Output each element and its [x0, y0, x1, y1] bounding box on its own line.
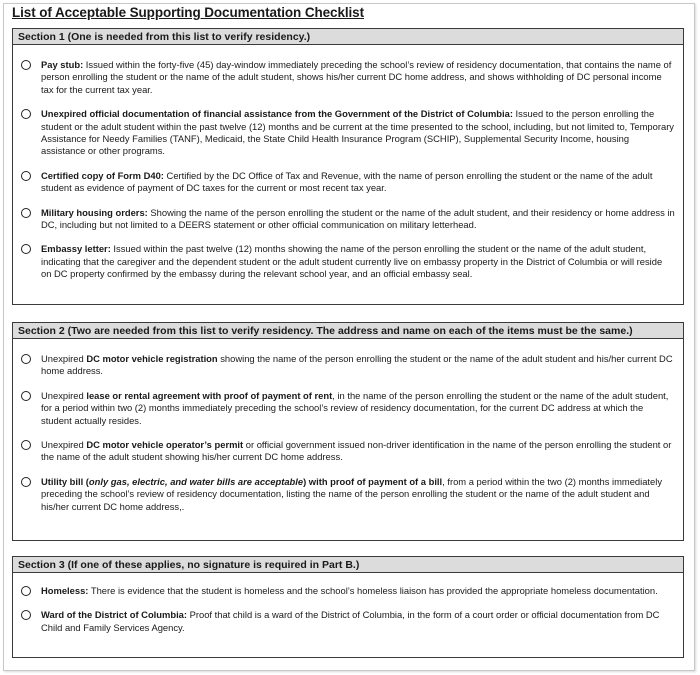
radio-button-utility-bill[interactable] [21, 477, 31, 487]
page-title: List of Acceptable Supporting Documentation Checklist [12, 5, 364, 20]
radio-button-homeless[interactable] [21, 586, 31, 596]
radio-button-ward[interactable] [21, 610, 31, 620]
section-3 [12, 556, 684, 658]
radio-button-pay-stub[interactable] [21, 60, 31, 70]
section-2 [12, 322, 684, 541]
list-item: Unexpired official documentation of financial assistance from the Government of the District of Columbia: Issued to the person enrolling the student or the adult student within the past twelve (12) months and be current at the time presented to the school, including, but not limited to, Temporary Assistance for Needy Families (TANF), Medicaid, the State Child Health Insurance Program (SCHIP), Supplemental Security Income, housing assistance or other programs. [13, 108, 683, 158]
list-item: Embassy letter: Issued within the past twelve (12) months showing the name of the person enrolling the student or the name of the adult student, indicating that the caregiver and the dependent student or the adult student currently live on embassy property in the District of Columbia or will reside on DC property confirmed by the embassy during the relevant school year, and an official embassy seal. [13, 243, 683, 280]
list-item: Ward of the District of Columbia: Proof that child is a ward of the District of Columbia, in the form of a court order or official documentation from DC Child and Family Services Agency. [13, 609, 683, 634]
radio-button-military-housing[interactable] [21, 208, 31, 218]
radio-button-lease-agreement[interactable] [21, 391, 31, 401]
list-item: Unexpired DC motor vehicle registration showing the name of the person enrolling the student or the name of the adult student and his/her current DC home address. [13, 353, 683, 378]
radio-button-financial-assistance[interactable] [21, 109, 31, 119]
section-3-heading: Section 3 (If one of these applies, no signature is required in Part B.) [13, 557, 683, 573]
section-1-heading: Section 1 (One is needed from this list to verify residency.) [13, 29, 683, 45]
list-item: Unexpired lease or rental agreement with proof of payment of rent, in the name of the person enrolling the student or the name of the adult student, for a period within two (2) months immediately preceding the school’s review of residency documentation, for the current DC address at which the student actually resides. [13, 390, 683, 427]
radio-button-embassy-letter[interactable] [21, 244, 31, 254]
radio-button-vehicle-registration[interactable] [21, 354, 31, 364]
radio-button-operator-permit[interactable] [21, 440, 31, 450]
list-item: Military housing orders: Showing the name of the person enrolling the student or the name of the adult student, and their residency or home address in DC, including but not limited to a DEERS statement or other official communication on military letterhead. [13, 207, 683, 232]
list-item: Utility bill (only gas, electric, and water bills are acceptable) with proof of payment of a bill, from a period within the two (2) months immediately preceding the school’s review of residency documentation, listing the name of the person enrolling the student or the name of the adult student and his/her current DC home address,. [13, 476, 683, 513]
list-item: Unexpired DC motor vehicle operator’s permit or official government issued non-driver identification in the name of the person enrolling the student or the name of the adult student showing his/her current DC home address. [13, 439, 683, 464]
list-item: Homeless: There is evidence that the student is homeless and the school’s homeless liaison has provided the appropriate homeless documentation. [13, 585, 683, 597]
list-item: Pay stub: Issued within the forty-five (45) day-window immediately preceding the school’s review of residency documentation, that contains the name of person enrolling the student or the name of the adult student, shows his/her current DC home address, and shows withholding of DC personal income tax for the current tax year. [13, 59, 683, 96]
section-1 [12, 28, 684, 305]
radio-button-form-d40[interactable] [21, 171, 31, 181]
section-2-heading: Section 2 (Two are needed from this list to verify residency. The address and name on each of the items must be the same.) [13, 323, 683, 339]
list-item: Certified copy of Form D40: Certified by the DC Office of Tax and Revenue, with the name of person enrolling the student or the name of the adult student as evidence of payment of DC taxes for the current or most recent tax year. [13, 170, 683, 195]
